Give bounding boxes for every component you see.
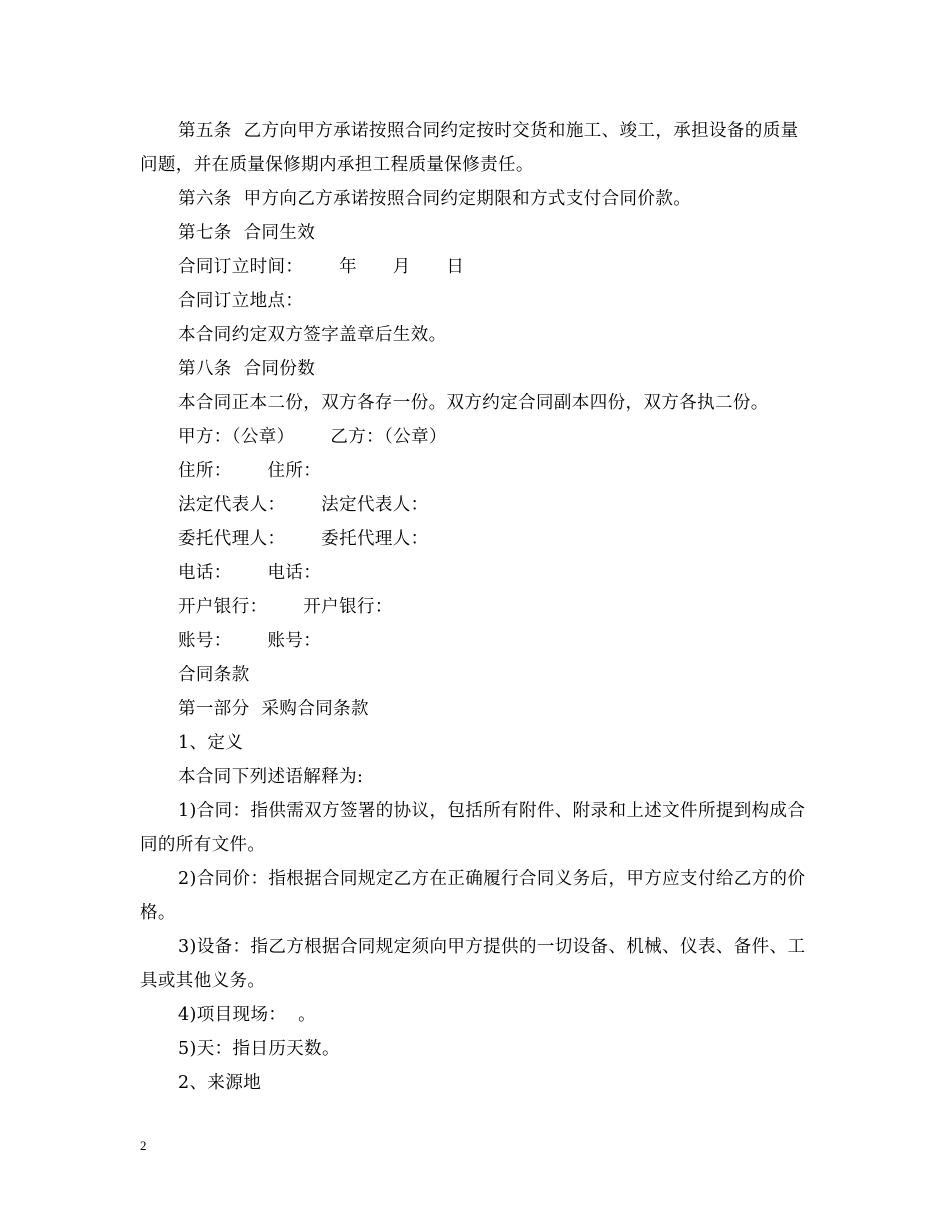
party-account-line: 账号： 账号： [178,631,322,651]
section-heading: 合同条款 [178,665,250,685]
contract-date-line: 合同订立时间： 年 月 日 [178,257,465,277]
section-heading: 第八条 合同份数 [178,359,316,379]
section-heading: 第七条 合同生效 [178,223,316,243]
definition-item: 4)项目现场： 。 [178,1005,317,1025]
party-address-line: 住所： 住所： [178,461,322,481]
definition-item: 2)合同价：指根据合同规定乙方在正确履行合同义务后，甲方应支付给乙方的价格。 [140,869,806,923]
paragraph: 本合同下列述语解释为: [178,767,364,787]
definition-item: 5)天：指日历天数。 [178,1039,340,1059]
subsection-heading: 1、定义 [178,733,244,753]
party-phone-line: 电话： 电话： [178,563,322,583]
paragraph: 本合同约定双方签字盖章后生效。 [178,325,447,345]
definition-item: 3)设备：指乙方根据合同规定须向甲方提供的一切设备、机械、仪表、备件、工具或其他义务。 [140,937,806,991]
paragraph: 第六条 甲方向乙方承诺按照合同约定期限和方式支付合同价款。 [178,189,692,209]
subsection-heading: 2、来源地 [178,1073,262,1093]
page-number: 2 [140,1138,147,1153]
section-heading: 第一部分 采购合同条款 [178,699,369,719]
document-body [140,114,812,1100]
party-agent-line: 委托代理人： 委托代理人： [178,529,429,549]
party-seal-line: 甲方：（公章） 乙方：（公章） [178,427,447,447]
party-bank-line: 开户银行： 开户银行： [178,597,393,617]
party-representative-line: 法定代表人： 法定代表人： [178,495,429,515]
paragraph: 第五条 乙方向甲方承诺按照合同约定按时交货和施工、竣工，承担设备的质量问题，并在质量保修期内承担工程质量保修责任。 [140,121,799,175]
paragraph: 本合同正本二份，双方各存一份。双方约定合同副本四份，双方各执二份。 [178,393,769,413]
definition-item: 1)合同：指供需双方签署的协议，包括所有附件、附录和上述文件所提到构成合同的所有文件。 [140,801,806,855]
contract-place-line: 合同订立地点： [178,291,304,311]
